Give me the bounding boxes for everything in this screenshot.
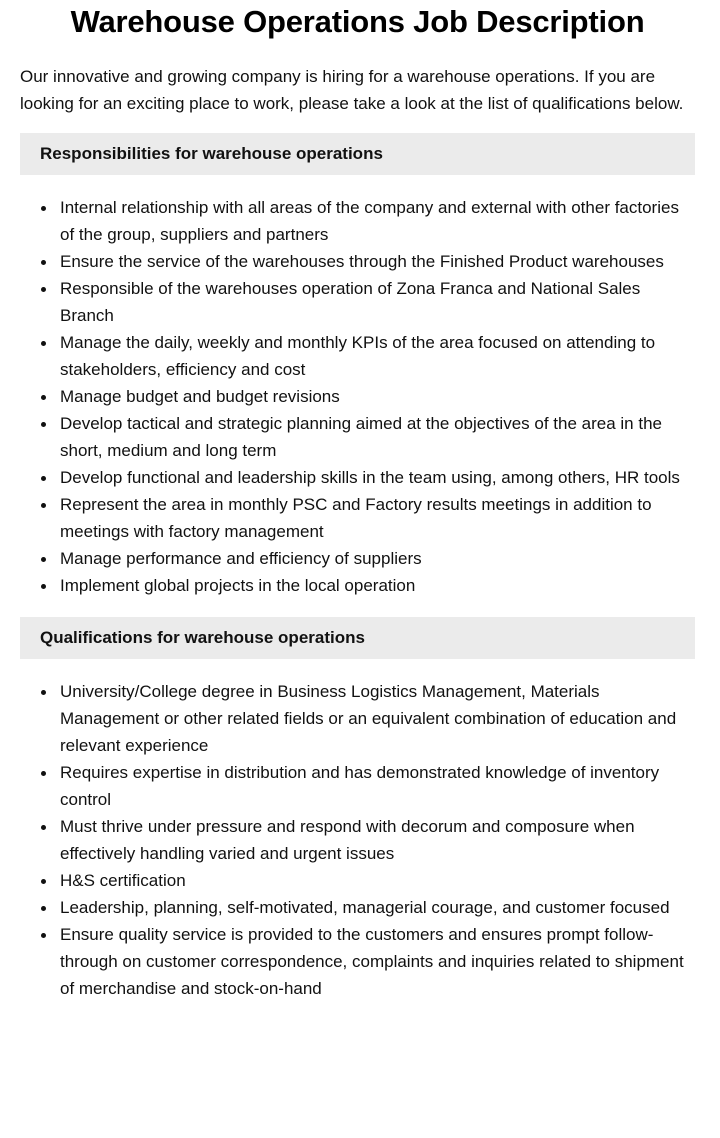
bullet-icon (41, 557, 46, 562)
qualifications-list (20, 678, 695, 1002)
list-item (20, 572, 695, 599)
list-item-text: Ensure the service of the warehouses through the Finished Product warehouses (60, 252, 664, 271)
page-title: Warehouse Operations Job Description (70, 4, 645, 39)
list-item (20, 410, 695, 464)
list-item (20, 194, 695, 248)
bullet-icon (41, 825, 46, 830)
list-item (20, 275, 695, 329)
list-item (20, 678, 695, 759)
bullet-icon (41, 503, 46, 508)
bullet-icon (41, 879, 46, 884)
bullet-icon (41, 933, 46, 938)
bullet-icon (41, 206, 46, 211)
list-item-text: Ensure quality service is provided to the customers and ensures prompt follow-through on customer correspondence, complaints and inquiries related to shipment of merchandise and stock-on-hand (60, 925, 684, 998)
list-item (20, 813, 695, 867)
list-item (20, 921, 695, 1002)
intro-paragraph: Our innovative and growing company is hiring for a warehouse operations. If you are looking for an exciting place to work, please take a look at the list of qualifications below. (20, 67, 684, 113)
responsibilities-list (20, 194, 695, 599)
list-item-text: University/College degree in Business Logistics Management, Materials Management or other related fields or an equivalent combination of education and relevant experience (60, 682, 677, 755)
bullet-icon (41, 690, 46, 695)
list-item (20, 867, 695, 894)
bullet-icon (41, 260, 46, 265)
list-item-text: H&S certification (60, 871, 186, 890)
list-item-text: Implement global projects in the local operation (60, 576, 416, 595)
list-item-text: Manage budget and budget revisions (60, 387, 340, 406)
list-item-text: Must thrive under pressure and respond with decorum and composure when effectively handling varied and urgent issues (60, 817, 635, 863)
list-item-text: Responsible of the warehouses operation of Zona Franca and National Sales Branch (60, 279, 641, 325)
list-item-text: Develop functional and leadership skills in the team using, among others, HR tools (60, 468, 680, 487)
bullet-icon (41, 287, 46, 292)
bullet-icon (41, 476, 46, 481)
list-item (20, 329, 695, 383)
list-item-text: Manage the daily, weekly and monthly KPIs of the area focused on attending to stakeholders, efficiency and cost (60, 333, 656, 379)
bullet-icon (41, 771, 46, 776)
bullet-icon (41, 395, 46, 400)
list-item-text: Represent the area in monthly PSC and Factory results meetings in addition to meetings with factory management (60, 495, 652, 541)
responsibilities-header: Responsibilities for warehouse operations (20, 133, 695, 175)
list-item (20, 248, 695, 275)
bullet-icon (41, 584, 46, 589)
list-item (20, 383, 695, 410)
list-item-text: Develop tactical and strategic planning aimed at the objectives of the area in the short, medium and long term (60, 414, 662, 460)
list-item (20, 894, 695, 921)
list-item (20, 545, 695, 572)
bullet-icon (41, 341, 46, 346)
list-item-text: Requires expertise in distribution and has demonstrated knowledge of inventory control (60, 763, 660, 809)
list-item (20, 759, 695, 813)
bullet-icon (41, 906, 46, 911)
list-item-text: Manage performance and efficiency of suppliers (60, 549, 422, 568)
list-item-text: Internal relationship with all areas of the company and external with other factories of the group, suppliers and partners (60, 198, 679, 244)
qualifications-header: Qualifications for warehouse operations (20, 617, 695, 659)
list-item (20, 491, 695, 545)
list-item (20, 464, 695, 491)
list-item-text: Leadership, planning, self-motivated, managerial courage, and customer focused (60, 898, 670, 917)
bullet-icon (41, 422, 46, 427)
